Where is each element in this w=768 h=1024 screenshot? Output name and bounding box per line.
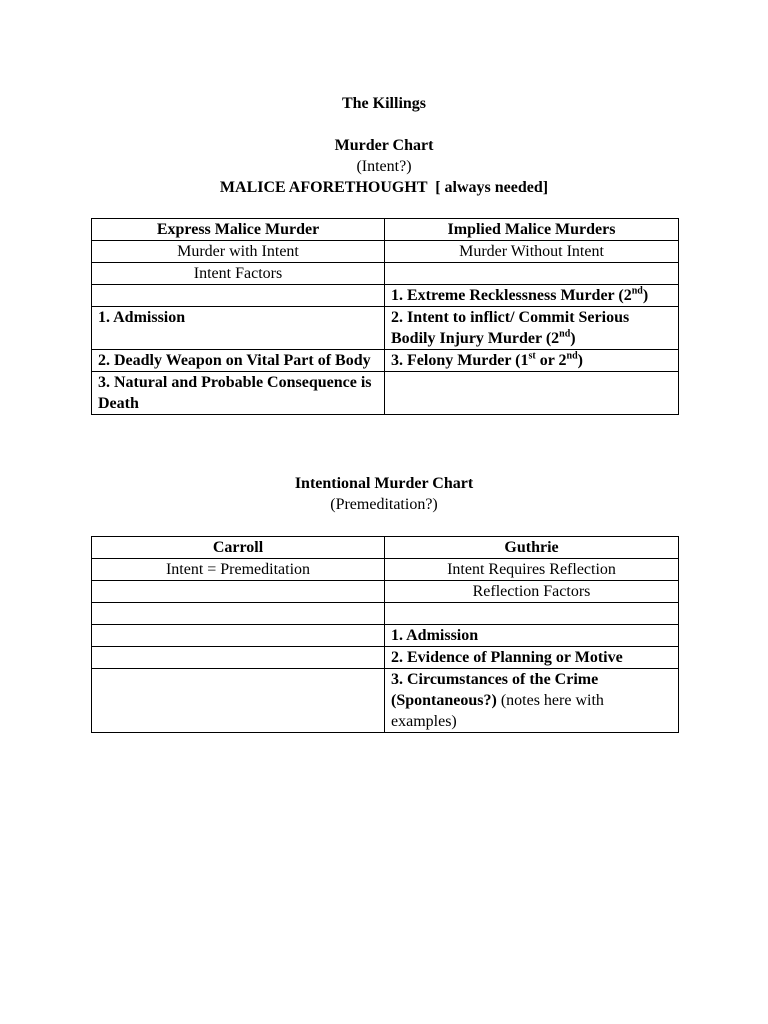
guthrie-header: Guthrie bbox=[385, 537, 679, 559]
murder-chart-table bbox=[91, 218, 679, 415]
guthrie-subtitle: Intent Requires Reflection bbox=[385, 559, 679, 581]
table-row bbox=[92, 647, 679, 669]
table-row bbox=[92, 219, 679, 241]
guthrie-item-1: 1. Admission bbox=[385, 625, 679, 647]
murder-chart-heading: Murder Chart bbox=[334, 137, 434, 154]
intentional-chart-table bbox=[91, 536, 679, 733]
intentional-chart-subheading: (Premeditation?) bbox=[330, 496, 438, 513]
carroll-subtitle: Intent = Premeditation bbox=[92, 559, 385, 581]
table-row bbox=[92, 669, 679, 733]
implied-malice-header: Implied Malice Murders bbox=[385, 219, 679, 241]
carroll-header: Carroll bbox=[92, 537, 385, 559]
implied-item-1: 1. Extreme Recklessness Murder (2nd) bbox=[385, 285, 679, 307]
empty-cell bbox=[92, 603, 385, 625]
guthrie-item-3: 3. Circumstances of the Crime (Spontaneous?) (notes here with examples) bbox=[385, 669, 679, 733]
document-title: The Killings bbox=[341, 95, 427, 112]
table-row bbox=[92, 559, 679, 581]
empty-cell bbox=[385, 263, 679, 285]
empty-cell bbox=[385, 603, 679, 625]
table-row bbox=[92, 241, 679, 263]
table-row bbox=[92, 307, 679, 350]
express-item-2: 2. Deadly Weapon on Vital Part of Body bbox=[92, 350, 385, 372]
empty-cell bbox=[92, 285, 385, 307]
express-malice-header: Express Malice Murder bbox=[92, 219, 385, 241]
table-row bbox=[92, 350, 679, 372]
empty-cell bbox=[92, 581, 385, 603]
intent-factors-label: Intent Factors bbox=[92, 263, 385, 285]
implied-item-2: 2. Intent to inflict/ Commit Serious Bodily Injury Murder (2nd) bbox=[385, 307, 679, 350]
implied-item-3: 3. Felony Murder (1st or 2nd) bbox=[385, 350, 679, 372]
implied-subtitle: Murder Without Intent bbox=[385, 241, 679, 263]
table-row bbox=[92, 581, 679, 603]
express-item-3: 3. Natural and Probable Consequence is Death bbox=[92, 372, 385, 415]
table-row bbox=[92, 372, 679, 415]
table-row bbox=[92, 285, 679, 307]
table-row bbox=[92, 263, 679, 285]
table-row bbox=[92, 625, 679, 647]
empty-cell bbox=[385, 372, 679, 415]
table-row bbox=[92, 603, 679, 625]
reflection-factors-label: Reflection Factors bbox=[385, 581, 679, 603]
express-subtitle: Murder with Intent bbox=[92, 241, 385, 263]
guthrie-item-2: 2. Evidence of Planning or Motive bbox=[385, 647, 679, 669]
empty-cell bbox=[92, 625, 385, 647]
express-item-1: 1. Admission bbox=[92, 307, 385, 350]
intentional-chart-heading: Intentional Murder Chart bbox=[294, 475, 474, 492]
malice-aforethought-note: MALICE AFORETHOUGHT [ always needed] bbox=[219, 179, 549, 196]
empty-cell bbox=[92, 669, 385, 733]
table-row bbox=[92, 537, 679, 559]
murder-chart-subheading: (Intent?) bbox=[356, 158, 412, 175]
empty-cell bbox=[92, 647, 385, 669]
